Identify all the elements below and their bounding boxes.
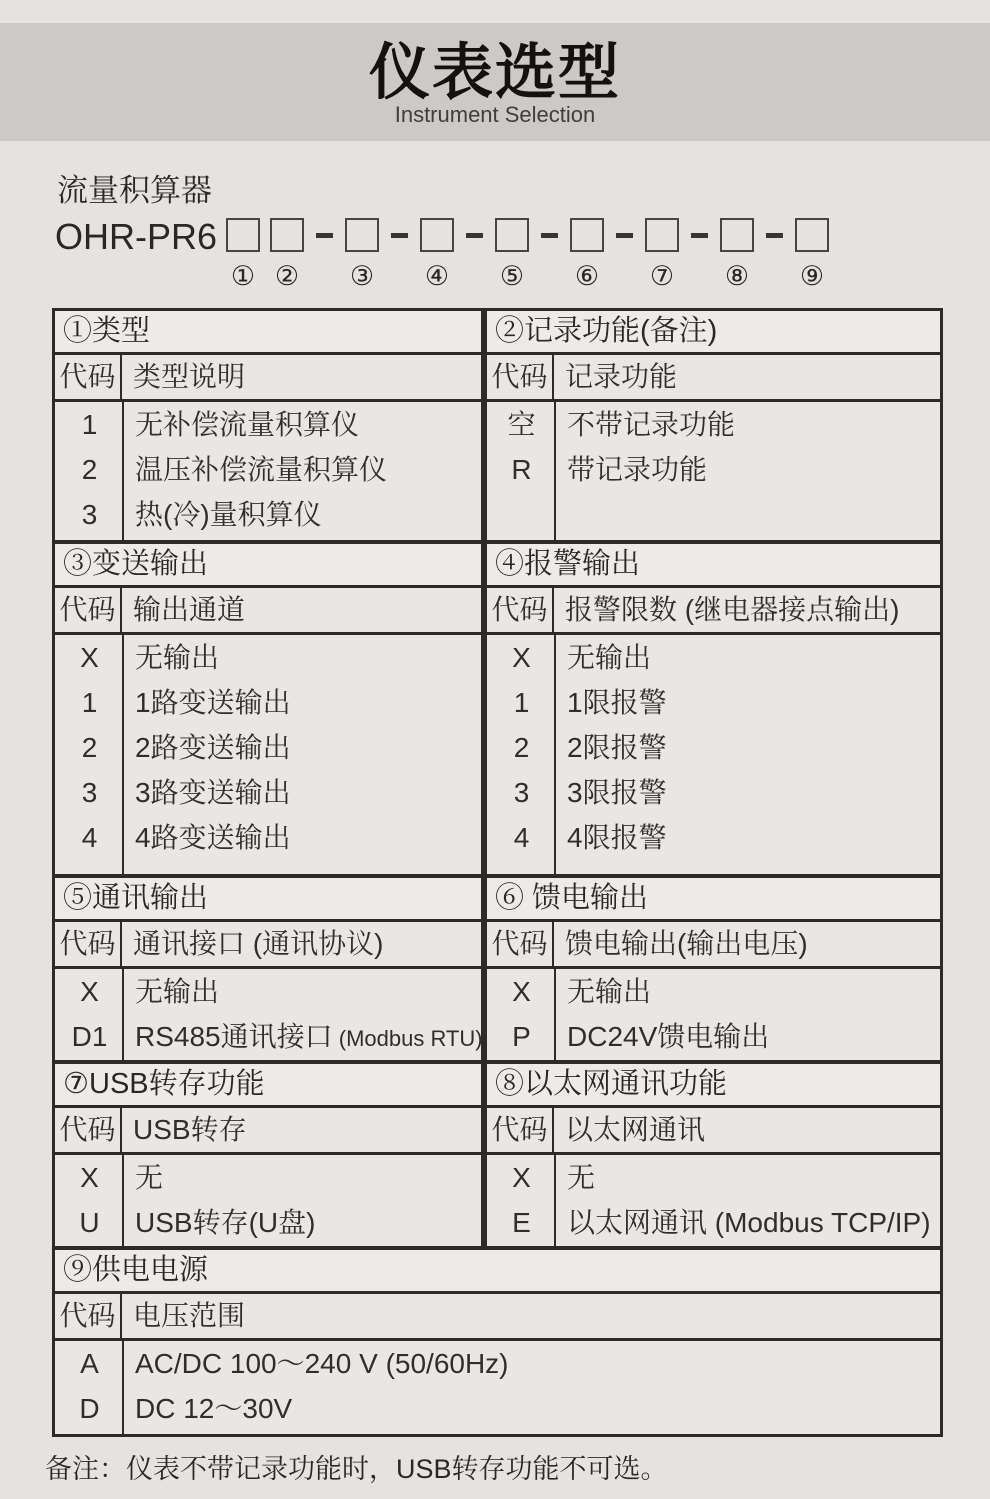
product-name: 流量积算器 <box>57 173 212 208</box>
desc-column-header: 馈电输出(输出电压) <box>565 928 808 959</box>
model-digit-slot-7 <box>645 218 679 291</box>
code-cell: X <box>80 1162 99 1193</box>
code-cell: X <box>512 642 531 673</box>
table-row <box>55 447 481 492</box>
position-number: ② <box>274 261 300 291</box>
desc-cell-small: (Modbus RTU) <box>332 1026 483 1051</box>
dash-separator <box>616 233 633 238</box>
model-digit-box-6 <box>570 218 604 252</box>
position-number: ④ <box>424 261 450 291</box>
table-row <box>55 770 481 815</box>
position-number: ⑥ <box>574 261 600 291</box>
code-cell: 1 <box>81 409 98 440</box>
section-subheader <box>55 1108 481 1155</box>
model-digit-slot-6 <box>570 218 604 291</box>
section-subheader <box>55 922 481 969</box>
section-subheader <box>487 588 940 635</box>
desc-cell: 3路变送输出 <box>135 777 291 808</box>
table-row <box>55 680 481 725</box>
code-column-header: 代码 <box>487 922 554 966</box>
desc-cell: 2路变送输出 <box>135 732 291 763</box>
desc-cell: DC 12～30V <box>135 1393 293 1424</box>
code-column-header: 代码 <box>487 588 554 632</box>
desc-column-header: 电压范围 <box>133 1300 246 1331</box>
model-digit-box-5 <box>495 218 529 252</box>
model-digit-box-8 <box>720 218 754 252</box>
desc-cell: 2限报警 <box>567 732 667 763</box>
model-digit-slot-3 <box>345 218 379 291</box>
table-row <box>55 1200 481 1245</box>
table-row <box>55 402 481 447</box>
desc-cell: 无 <box>135 1162 164 1193</box>
desc-cell: 无输出 <box>567 976 652 1007</box>
desc-column-header: USB转存 <box>133 1114 247 1145</box>
code-column-header: 代码 <box>55 588 122 632</box>
section-body <box>55 969 481 1060</box>
desc-cell: 温压补偿流量积算仪 <box>135 454 388 485</box>
desc-cell: 1限报警 <box>567 687 667 718</box>
desc-cell: 4路变送输出 <box>135 822 291 853</box>
model-digit-slot-9 <box>795 218 829 291</box>
desc-cell: AC/DC 100～240 V (50/60Hz) <box>135 1348 509 1379</box>
section-power-supply <box>55 1250 940 1434</box>
desc-column-header: 报警限数 (继电器接点输出) <box>565 594 900 625</box>
section-pair-3 <box>55 878 940 1064</box>
section-title: ⑦USB转存功能 <box>55 1064 481 1108</box>
code-cell: X <box>80 642 99 673</box>
section-body <box>55 1341 940 1434</box>
model-digit-box-2 <box>270 218 304 252</box>
model-digit-box-9 <box>795 218 829 252</box>
desc-cell: RS485通讯接口 (Modbus RTU) <box>135 1021 483 1052</box>
dash-separator <box>691 233 708 238</box>
desc-column-header: 通讯接口 (通讯协议) <box>133 928 384 959</box>
section-type <box>55 311 487 540</box>
section-pair-5 <box>55 1250 940 1434</box>
code-cell: X <box>512 976 531 1007</box>
desc-cell: 无补偿流量积算仪 <box>135 409 360 440</box>
section-title: ②记录功能(备注) <box>487 311 940 355</box>
code-cell: X <box>80 976 99 1007</box>
section-title: ⑧以太网通讯功能 <box>487 1064 940 1108</box>
code-cell: X <box>512 1162 531 1193</box>
table-row <box>487 770 940 815</box>
model-digit-box-3 <box>345 218 379 252</box>
code-cell: 4 <box>513 822 530 853</box>
section-body <box>487 635 940 874</box>
desc-cell: 不带记录功能 <box>567 409 736 440</box>
table-row <box>487 1200 940 1245</box>
table-row <box>55 815 481 860</box>
section-title: ⑥ 馈电输出 <box>487 878 940 922</box>
code-cell: U <box>79 1207 100 1238</box>
table-row <box>487 969 940 1014</box>
code-column-header: 代码 <box>55 1108 122 1152</box>
table-row <box>55 635 481 680</box>
section-body <box>55 402 481 540</box>
position-number: ① <box>230 261 256 291</box>
table-row <box>487 1155 940 1200</box>
page-subtitle: Instrument Selection <box>394 102 596 127</box>
desc-cell: 以太网通讯 (Modbus TCP/IP) <box>567 1207 931 1238</box>
section-alarm-output <box>487 544 940 874</box>
table-row <box>55 1386 940 1431</box>
table-row <box>487 815 940 860</box>
desc-cell: 无输出 <box>567 642 652 673</box>
desc-cell: 1路变送输出 <box>135 687 291 718</box>
section-subheader <box>487 355 940 402</box>
code-cell: 2 <box>81 732 98 763</box>
section-title: ④报警输出 <box>487 544 940 588</box>
code-column-header: 代码 <box>487 1108 554 1152</box>
code-cell: 2 <box>81 454 98 485</box>
position-number: ⑨ <box>799 261 825 291</box>
desc-cell: 带记录功能 <box>567 454 708 485</box>
section-subheader <box>55 355 481 402</box>
section-feed-output <box>487 878 940 1060</box>
table-row <box>55 969 481 1014</box>
section-ethernet <box>487 1064 940 1246</box>
code-cell: 4 <box>81 822 98 853</box>
code-cell: D <box>79 1393 100 1424</box>
code-cell: 3 <box>81 499 98 530</box>
footnote: 备注：仪表不带记录功能时，USB转存功能不可选。 <box>45 1454 668 1484</box>
code-column-header: 代码 <box>487 355 554 399</box>
code-cell: D1 <box>71 1021 108 1052</box>
model-digit-slot-8 <box>720 218 754 291</box>
position-number: ⑦ <box>649 261 675 291</box>
code-column-header: 代码 <box>55 355 122 399</box>
code-cell: 3 <box>81 777 98 808</box>
code-cell: 1 <box>513 687 530 718</box>
section-title: ③变送输出 <box>55 544 481 588</box>
position-number: ③ <box>349 261 375 291</box>
section-title: ①类型 <box>55 311 481 355</box>
position-number: ⑧ <box>724 261 750 291</box>
model-digit-slot-2 <box>270 218 304 291</box>
table-row <box>487 447 940 492</box>
section-body <box>487 402 940 540</box>
section-title: ⑤通讯输出 <box>55 878 481 922</box>
section-body <box>55 635 481 874</box>
desc-cell: 4限报警 <box>567 822 667 853</box>
code-column-header: 代码 <box>55 1294 122 1338</box>
code-cell: 空 <box>507 409 536 440</box>
desc-cell: 3限报警 <box>567 777 667 808</box>
section-body <box>487 969 940 1060</box>
dash-separator <box>466 233 483 238</box>
section-pair-1 <box>55 311 940 544</box>
desc-cell: 热(冷)量积算仪 <box>135 499 322 530</box>
model-digit-slot-5 <box>495 218 529 291</box>
desc-cell: 无输出 <box>135 642 220 673</box>
dash-separator <box>391 233 408 238</box>
table-row <box>55 1155 481 1200</box>
dash-separator <box>766 233 783 238</box>
code-cell: P <box>512 1021 531 1052</box>
desc-cell: USB转存(U盘) <box>135 1207 316 1238</box>
section-usb-transfer <box>55 1064 487 1246</box>
position-number: ⑤ <box>499 261 525 291</box>
model-digit-box-7 <box>645 218 679 252</box>
table-row <box>55 492 481 537</box>
section-body <box>487 1155 940 1246</box>
desc-cell: DC24V馈电输出 <box>567 1021 770 1052</box>
code-cell: E <box>512 1207 531 1238</box>
code-cell: A <box>80 1348 99 1379</box>
dash-separator <box>316 233 333 238</box>
desc-cell: 无 <box>567 1162 596 1193</box>
section-subheader <box>55 1294 940 1341</box>
selection-table <box>52 308 943 1437</box>
model-digit-box-4 <box>420 218 454 252</box>
desc-cell: 无输出 <box>135 976 220 1007</box>
section-subheader <box>55 588 481 635</box>
section-record-function <box>487 311 940 540</box>
section-pair-4 <box>55 1064 940 1250</box>
header-band <box>0 23 990 141</box>
code-cell: 2 <box>513 732 530 763</box>
code-cell: 3 <box>513 777 530 808</box>
desc-column-header: 以太网通讯 <box>565 1114 706 1145</box>
desc-column-header: 输出通道 <box>133 594 246 625</box>
table-row <box>487 680 940 725</box>
section-title: ⑨供电电源 <box>55 1250 940 1294</box>
section-transmit-output <box>55 544 487 874</box>
table-row <box>55 1341 940 1386</box>
section-pair-2 <box>55 544 940 878</box>
model-prefix: OHR-PR6 <box>55 216 218 257</box>
table-row <box>55 1014 481 1059</box>
table-row <box>55 725 481 770</box>
section-body <box>55 1155 481 1246</box>
desc-column-header: 记录功能 <box>565 361 678 392</box>
code-cell: 1 <box>81 687 98 718</box>
model-digit-box-1 <box>226 218 260 252</box>
desc-column-header: 类型说明 <box>133 361 246 392</box>
code-column-header: 代码 <box>55 922 122 966</box>
model-digit-slot-1 <box>226 218 260 291</box>
section-subheader <box>487 1108 940 1155</box>
dash-separator <box>541 233 558 238</box>
model-digit-slot-4 <box>420 218 454 291</box>
section-subheader <box>487 922 940 969</box>
section-communication-output <box>55 878 487 1060</box>
table-row <box>487 1014 940 1059</box>
model-code-row <box>55 218 829 291</box>
page-title: 仪表选型 <box>368 38 621 106</box>
code-cell: R <box>511 454 532 485</box>
table-row <box>487 725 940 770</box>
table-row <box>487 402 940 447</box>
table-row <box>487 635 940 680</box>
